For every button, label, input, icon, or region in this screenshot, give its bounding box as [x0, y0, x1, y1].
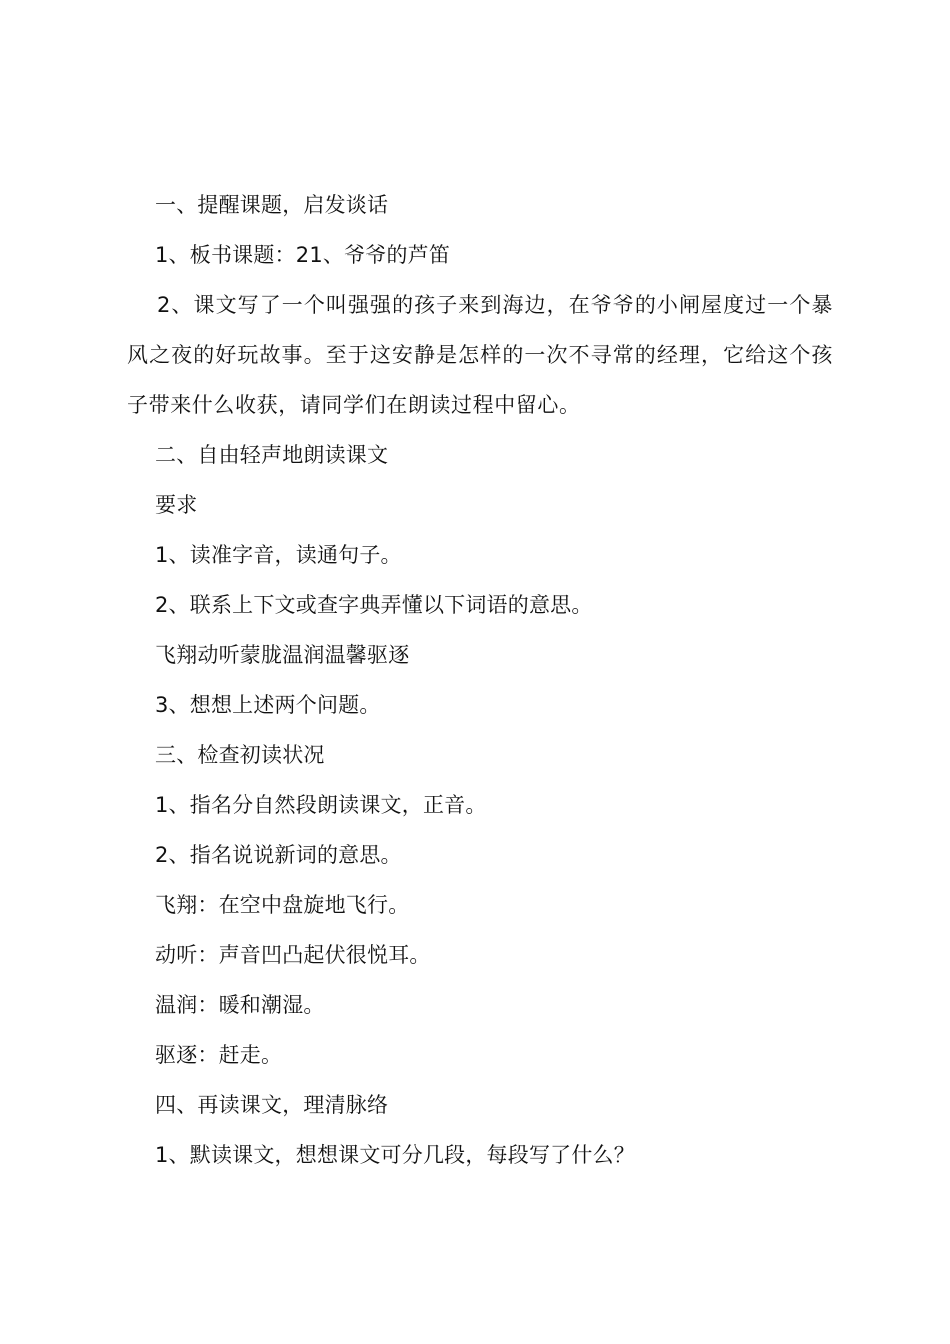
heading-section-2: 二、自由轻声地朗读课文 — [155, 443, 389, 467]
paragraph: 2、课文写了一个叫强强的孩子来到海边，在爷爷的小闸屋度过一个暴风之夜的好玩故事。至于这安静是怎样的一次不寻常的经理，它给这个孩子带来什么收获，请同学们在朗读过程中留心。 — [127, 293, 833, 417]
heading-section-3: 三、检查初读状况 — [155, 743, 325, 767]
text-line: 1、读准字音，读通句子。 — [155, 543, 402, 567]
text-line: 1、默读课文，想想课文可分几段，每段写了什么？ — [155, 1143, 635, 1167]
text-line: 2、指名说说新词的意思。 — [155, 843, 402, 867]
text-line: 1、板书课题：21、爷爷的芦笛 — [155, 243, 451, 267]
document-body — [127, 180, 837, 1180]
definition-line: 驱逐：赶走。 — [155, 1043, 283, 1067]
text-line: 要求 — [155, 493, 198, 517]
definition-line: 飞翔：在空中盘旋地飞行。 — [155, 893, 410, 917]
definition-line: 温润：暖和潮湿。 — [155, 993, 325, 1017]
text-line: 3、想想上述两个问题。 — [155, 693, 381, 717]
definition-line: 动听：声音凹凸起伏很悦耳。 — [155, 943, 431, 967]
vocabulary-line: 飞翔动听蒙胧温润温馨驱逐 — [155, 643, 410, 667]
text-line: 2、联系上下文或查字典弄懂以下词语的意思。 — [155, 593, 593, 617]
heading-section-1: 一、提醒课题，启发谈话 — [155, 193, 389, 217]
heading-section-4: 四、再读课文，理清脉络 — [155, 1093, 389, 1117]
text-line: 1、指名分自然段朗读课文，正音。 — [155, 793, 487, 817]
